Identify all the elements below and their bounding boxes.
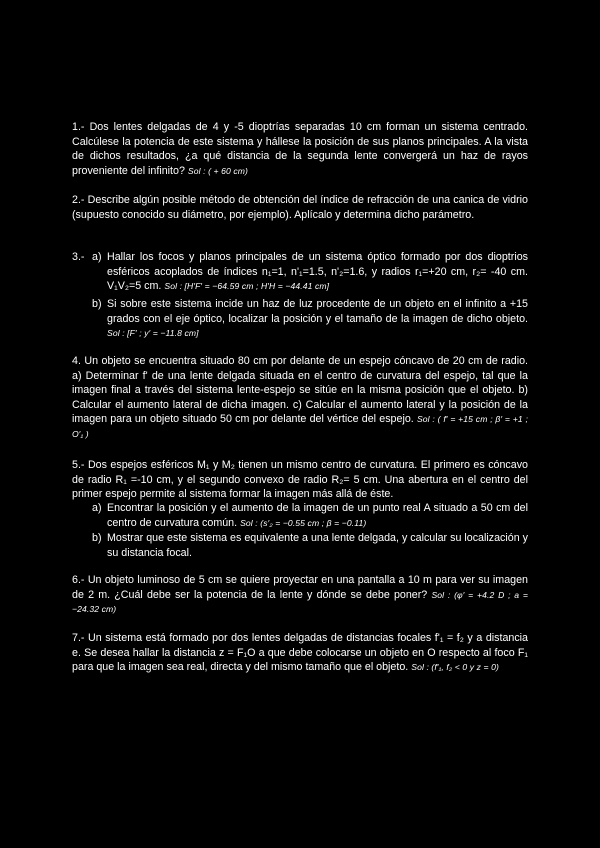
problem-5a-solution: Sol : (s′₂ = −0.55 cm ; β = −0.11): [240, 517, 367, 528]
problem-7: [72, 631, 528, 675]
problem-3a-text: Hallar los focos y planos principales de un sistema óptico formado por dos dioptrios esféricos acoplados de índices n₁=1, n'₁=1.5, n'₂=1.6, y radios r₁=+20 cm, r₂= -40 cm. V₁V₂=5 cm.: [107, 251, 528, 292]
problem-5a-label: a): [92, 502, 102, 514]
problem-7-text: 7.- Un sistema está formado por dos lentes delgadas de distancias focales f'₁ = f₂ y a distancia e. Se desea hallar la distancia z = F₁O a que debe colocarse un objeto en O respecto al foco F₁ para que la imagen sea real, directa y del mismo tamaño que el objeto.: [72, 632, 528, 673]
problem-3a: [107, 250, 528, 294]
problem-3a-solution: Sol : [H′F′ = −64.59 cm ; H′H = −44.41 cm]: [164, 281, 330, 291]
problem-6-solution: Sol : (φ′ = +4.2 D ; a = −24.32 cm): [72, 589, 529, 614]
problem-5-text: 5.- Dos espejos esféricos M₁ y M₂ tienen un mismo centro de curvatura. El primero es cóncavo de radio R₁ =-10 cm, y el segundo convexo de radio R₂= 5 cm. Una abertura en el centro del primer espejo permite al sistema formar la imagen más allá de éste.: [72, 459, 528, 500]
problem-3b-text: Si sobre este sistema incide un haz de luz procedente de un objeto en el infinito a +15 grados con el eje óptico, localizar la posición y el tamaño de la imagen de dicho objeto.: [107, 298, 528, 325]
problem-4-solution: Sol : ( f′ = +15 cm ; β′ = +1 ; O′₁ ): [72, 414, 528, 439]
problem-5-intro: [72, 458, 528, 502]
problem-3a-label: a): [92, 251, 102, 263]
problem-5b: [107, 531, 528, 560]
problem-4: [72, 354, 528, 441]
problem-2: [72, 193, 528, 222]
problem-6: [72, 573, 528, 617]
problem-1-text: 1.- Dos lentes delgadas de 4 y -5 dioptrías separadas 10 cm forman un sistema centrado. Calcúlese la potencia de este sistema y hállese la posición de sus planos principales. A la vista de dichos resultados, ¿a qué distancia de la segunda lente convergerá un haz de rayos proveniente del infinito?: [72, 121, 528, 177]
problem-4-text: 4. Un objeto se encuentra situado 80 cm por delante de un espejo cóncavo de 20 cm de radio. a) Determinar f' de una lente delgada situada en el centro de curvatura del espejo, tal que la imagen final a través del sistema lente-espejo se sitúe en la misma posición que el objeto. b) Calcular el aumento lateral de dicha imagen. c) Calcular el aumento lateral y la posición de la imagen para un objeto situado 50 cm por delante del vértice del espejo.: [72, 355, 528, 425]
problem-5b-label: b): [92, 532, 102, 544]
problem-3-number: 3.-: [72, 251, 85, 263]
problem-6-text: 6.- Un objeto luminoso de 5 cm se quiere proyectar en una pantalla a 10 m para ver su imagen de 2 m. ¿Cuál debe ser la potencia de la lente y dónde se debe poner?: [72, 574, 528, 601]
problem-5a-text: Encontrar la posición y el aumento de la imagen de un punto real A situado a 50 cm del centro de curvatura común.: [107, 502, 528, 529]
problem-2-text: 2.- Describe algún posible método de obtención del índice de refracción de una canica de vidrio (supuesto conocido su diámetro, por ejemplo). Aplícalo y determina dicho parámetro.: [72, 194, 528, 221]
problem-7-solution: Sol : (f′₁, f₂ < 0 y z = 0): [411, 662, 499, 672]
problem-5b-text: Mostrar que este sistema es equivalente a una lente delgada, y calcular su localización y su distancia focal.: [107, 532, 528, 559]
problem-3b-label: b): [92, 298, 102, 310]
problem-1: [72, 120, 528, 178]
problem-5a: [107, 501, 528, 530]
problem-3b: [107, 297, 528, 341]
problem-3b-solution: Sol : [F′ ; y′ = −11.8 cm]: [107, 328, 199, 338]
problem-1-solution: Sol : ( + 60 cm): [187, 165, 248, 176]
